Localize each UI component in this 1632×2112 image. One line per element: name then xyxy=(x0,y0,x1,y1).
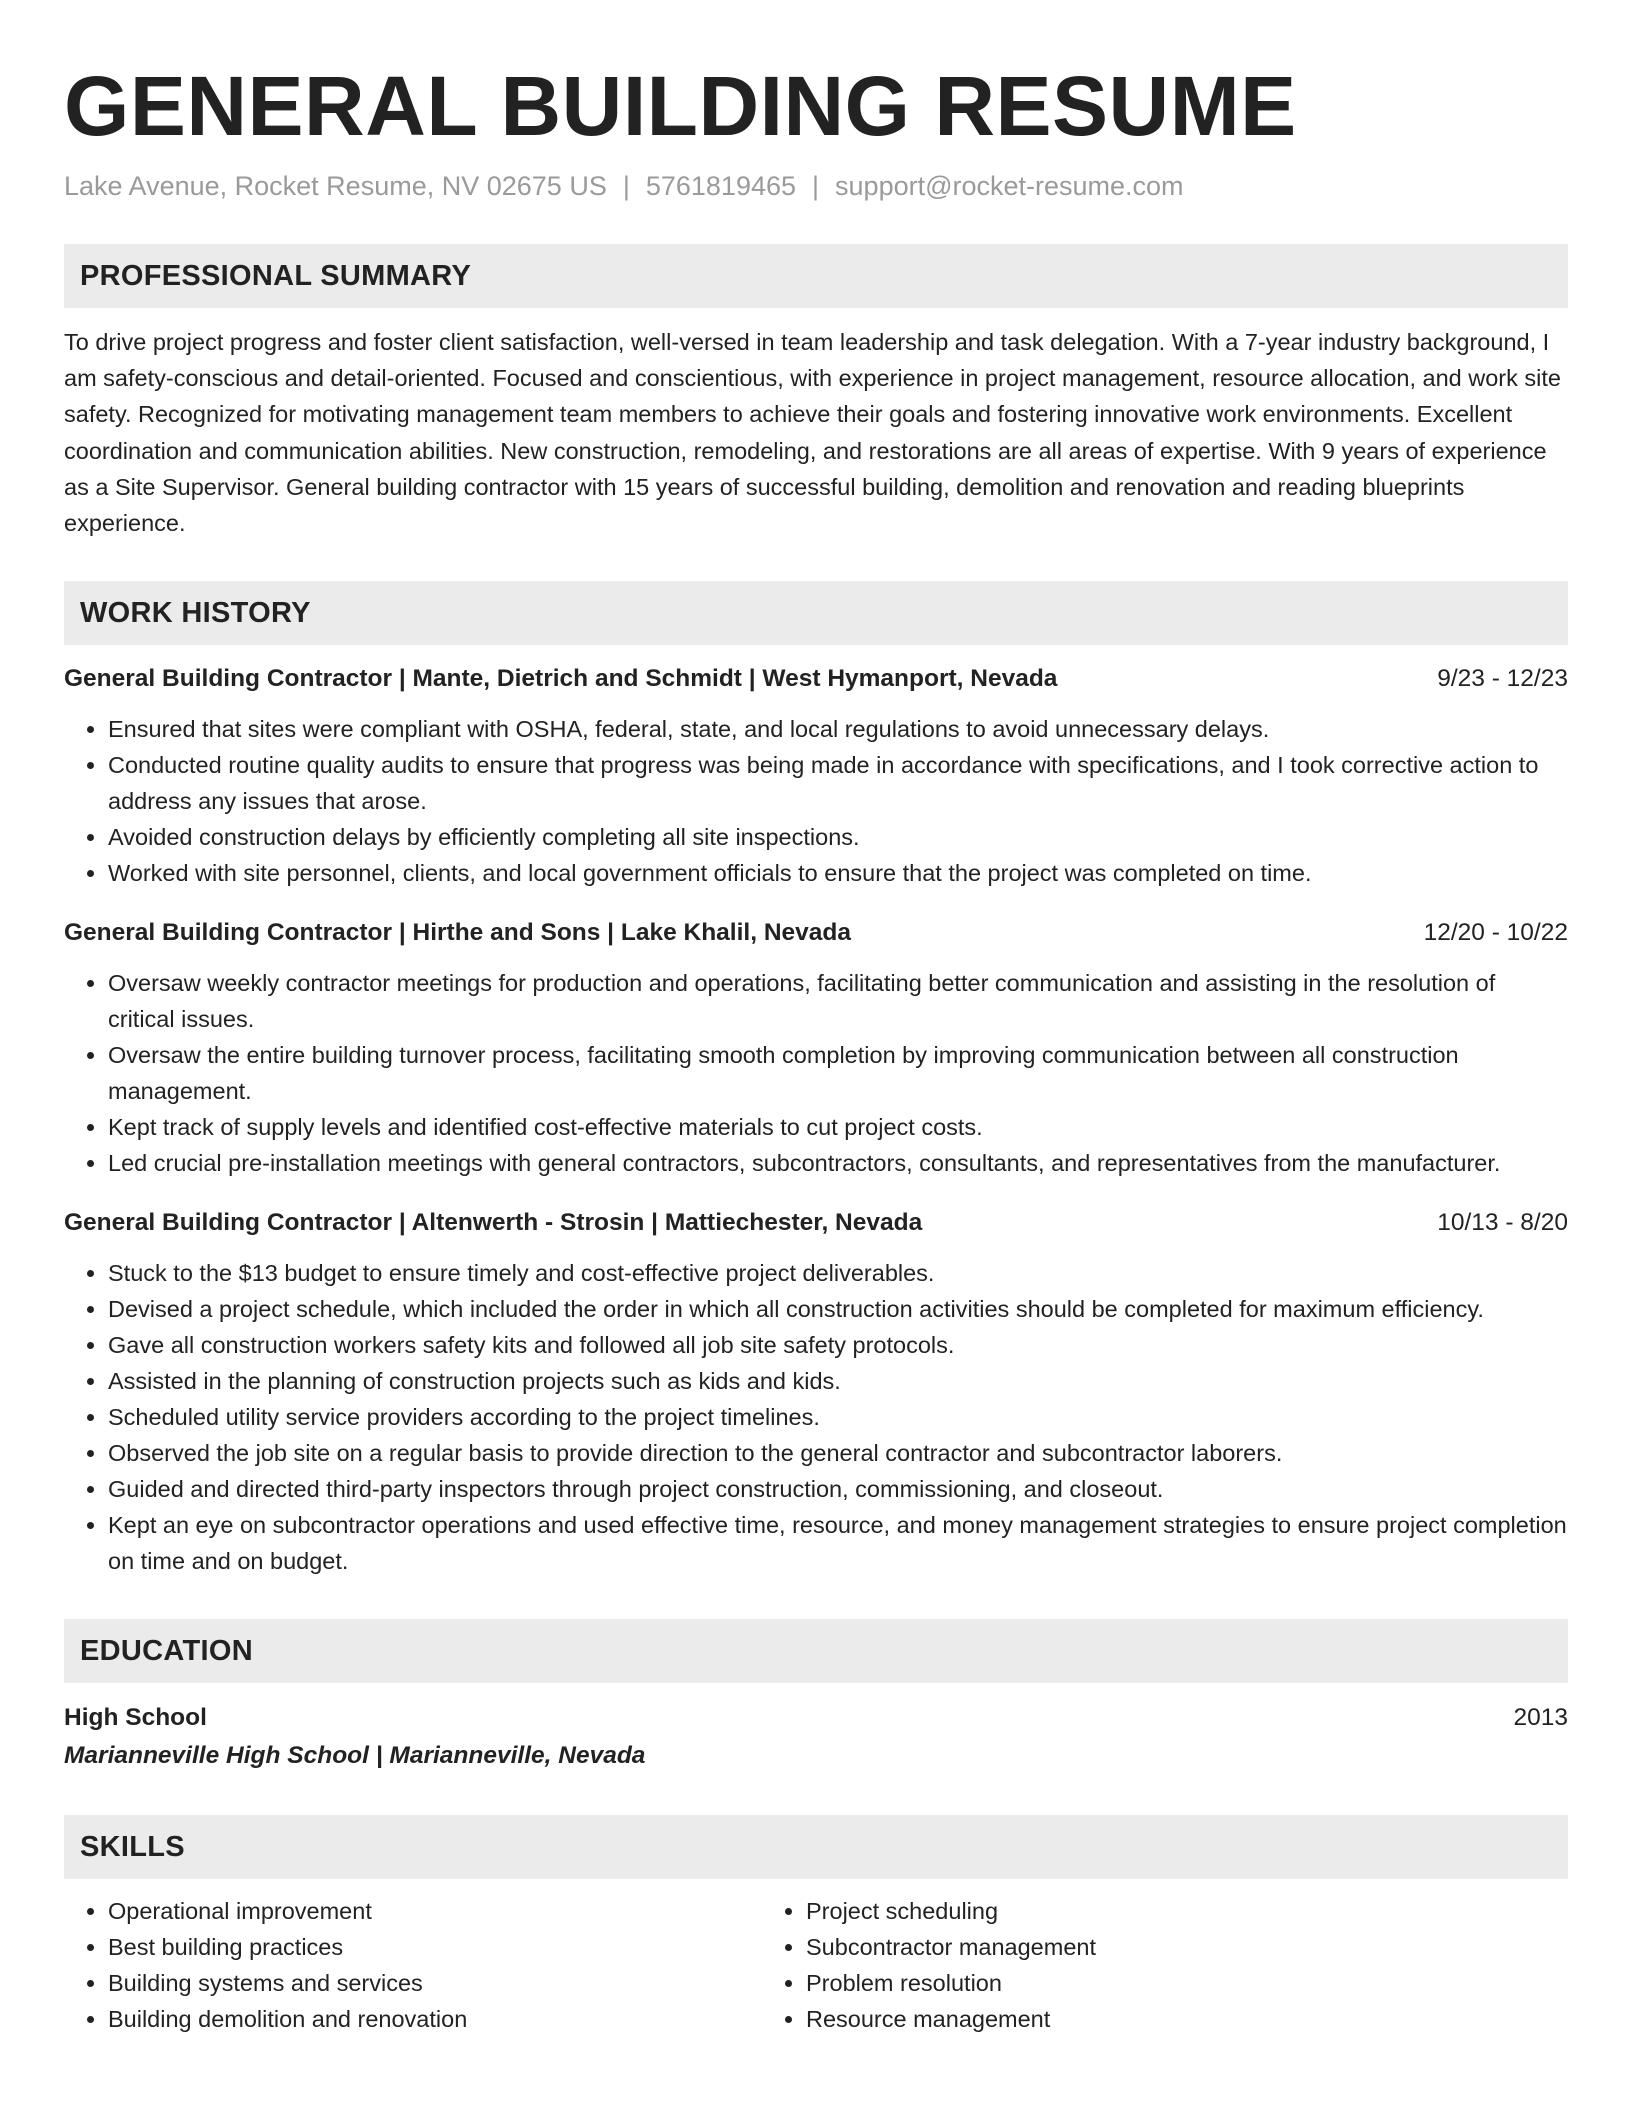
job-title: General Building Contractor | Hirthe and Sons | Lake Khalil, Nevada xyxy=(64,919,851,947)
education-entry xyxy=(64,1699,1568,1775)
job-header xyxy=(64,661,1568,697)
job-bullet: • Led crucial pre-installation meetings with general contractors, subcontractors, consultants, and representatives from the manufacturer. xyxy=(108,1145,1568,1181)
job-bullets xyxy=(64,711,1568,891)
skills-column-right xyxy=(762,1893,1460,2037)
summary-text: To drive project progress and foster client satisfaction, well-versed in team leadership and task delegation. With a 7-year industry background, I am safety-conscious and detail-oriented. Focused and conscientious, with experience in project management, resource allocation, and work site safety. Recognized for motivating management team members to achieve their goals and fostering innovative work environments. Excellent coordination and communication abilities. New construction, remodeling, and restorations are all areas of expertise. With 9 years of experience as a Site Supervisor. General building contractor with 15 years of successful building, demolition and renovation and reading blueprints experience. xyxy=(64,329,1561,537)
job-header xyxy=(64,915,1568,951)
job-entry xyxy=(64,915,1568,1181)
skill-item: • Best building practices xyxy=(108,1929,762,1965)
education-year: 2013 xyxy=(1513,1704,1568,1732)
section-header-work-history: WORK HISTORY xyxy=(64,581,1568,645)
contact-address: Lake Avenue, Rocket Resume, NV 02675 US xyxy=(64,171,607,201)
job-title: General Building Contractor | Altenwerth - Strosin | Mattiechester, Nevada xyxy=(64,1209,923,1237)
job-bullet: • Guided and directed third-party inspectors through project construction, commissioning, and closeout. xyxy=(108,1471,1568,1507)
job-title: General Building Contractor | Mante, Dietrich and Schmidt | West Hymanport, Nevada xyxy=(64,665,1058,693)
skill-item: • Building systems and services xyxy=(108,1965,762,2001)
job-entry xyxy=(64,1205,1568,1579)
skill-item: • Building demolition and renovation xyxy=(108,2001,762,2037)
resume-name: GENERAL BUILDING RESUME xyxy=(64,59,1297,153)
job-bullet: • Gave all construction workers safety kits and followed all job site safety protocols. xyxy=(108,1327,1568,1363)
job-entry xyxy=(64,661,1568,891)
contact-email: support@rocket-resume.com xyxy=(835,171,1184,201)
job-bullet: • Assisted in the planning of construction projects such as kids and kids. xyxy=(108,1363,1568,1399)
contact-line xyxy=(64,168,1568,204)
job-bullet: • Devised a project schedule, which included the order in which all construction activities should be completed for maximum efficiency. xyxy=(108,1291,1568,1327)
job-dates: 10/13 - 8/20 xyxy=(1437,1209,1568,1237)
education-school: Marianneville High School | Marianneville, Nevada xyxy=(64,1742,646,1770)
job-dates: 12/20 - 10/22 xyxy=(1423,919,1568,947)
contact-separator: | xyxy=(622,171,630,201)
section-header-education: EDUCATION xyxy=(64,1619,1568,1683)
job-bullet: • Kept track of supply levels and identified cost-effective materials to cut project costs. xyxy=(108,1109,1568,1145)
job-bullet: • Conducted routine quality audits to ensure that progress was being made in accordance with specifications, and I took corrective action to address any issues that arose. xyxy=(108,747,1568,819)
job-bullet: • Avoided construction delays by efficiently completing all site inspections. xyxy=(108,819,1568,855)
skills-column-left xyxy=(64,1893,762,2037)
skills-list xyxy=(64,1893,1568,2037)
job-bullet: • Oversaw the entire building turnover process, facilitating smooth completion by improving communication between all construction management. xyxy=(108,1037,1568,1109)
skill-item: • Resource management xyxy=(806,2001,1460,2037)
job-bullet: • Oversaw weekly contractor meetings for production and operations, facilitating better communication and assisting in the resolution of critical issues. xyxy=(108,965,1568,1037)
section-header-skills: SKILLS xyxy=(64,1815,1568,1879)
job-bullet: • Worked with site personnel, clients, and local government officials to ensure that the project was completed on time. xyxy=(108,855,1568,891)
job-bullet: • Observed the job site on a regular basis to provide direction to the general contractor and subcontractor laborers. xyxy=(108,1435,1568,1471)
skill-item: • Operational improvement xyxy=(108,1893,762,1929)
contact-separator: | xyxy=(812,171,820,201)
job-bullet: • Scheduled utility service providers according to the project timelines. xyxy=(108,1399,1568,1435)
job-bullets xyxy=(64,1255,1568,1579)
job-bullets xyxy=(64,965,1568,1181)
job-header xyxy=(64,1205,1568,1241)
job-dates: 9/23 - 12/23 xyxy=(1437,665,1568,693)
job-bullet: • Ensured that sites were compliant with OSHA, federal, state, and local regulations to avoid unnecessary delays. xyxy=(108,711,1568,747)
skill-item: • Subcontractor management xyxy=(806,1929,1460,1965)
skill-item: • Problem resolution xyxy=(806,1965,1460,2001)
education-degree: High School xyxy=(64,1704,207,1732)
education-header xyxy=(64,1699,1568,1737)
section-header-summary: PROFESSIONAL SUMMARY xyxy=(64,244,1568,308)
skill-item: • Project scheduling xyxy=(806,1893,1460,1929)
job-bullet: • Kept an eye on subcontractor operations and used effective time, resource, and money management strategies to ensure project completion on time and on budget. xyxy=(108,1507,1568,1579)
contact-phone: 5761819465 xyxy=(645,171,797,201)
job-bullet: • Stuck to the $13 budget to ensure timely and cost-effective project deliverables. xyxy=(108,1255,1568,1291)
